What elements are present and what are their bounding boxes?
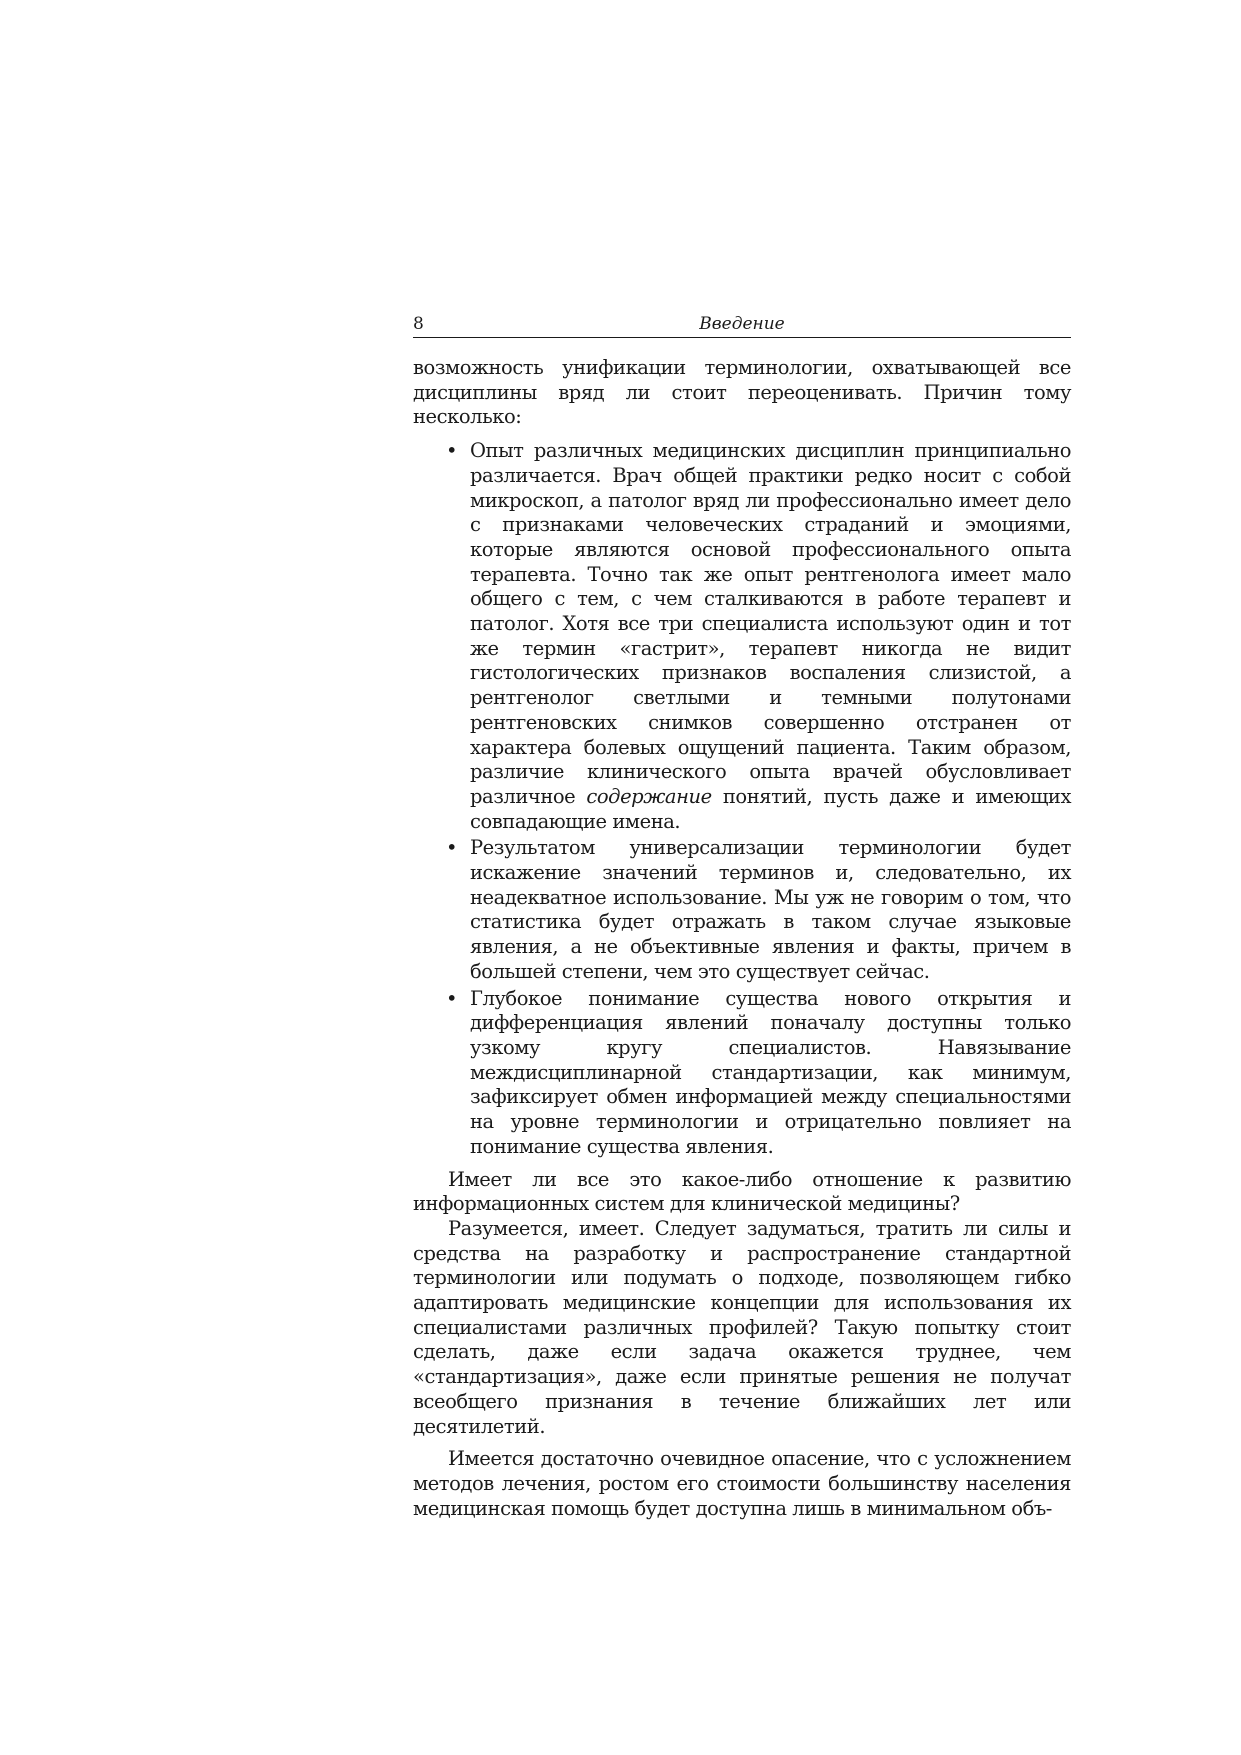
- bullet-icon: •: [446, 439, 458, 463]
- page-number: 8: [413, 314, 424, 334]
- running-head-title: Введение: [699, 314, 785, 334]
- body-text: [413, 356, 1071, 1521]
- list-item: [446, 986, 1071, 1160]
- bullet-text-before-emphasis: Опыт различных медицинских дисциплин принципиально различается. Врач общей практики редко носит с собой микроскоп, а патолог вряд ли профессионально имеет дело с признаками человеческих страданий и эмоциями, которые являются основой профессионального опыта терапевта. Точно так же опыт рентгенолога имеет мало общего с тем, с чем сталкиваются в работе терапевт и патолог. Хотя все три специалиста используют один и тот же термин «гастрит», терапевт никогда не видит гистологических признаков воспаления слизистой, а рентгенолог светлыми и темными полутонами рентгеновских снимков совершенно отстранен от характера болевых ощущений пациента. Таким образом, различие клинического опыта врачей обусловливает различное: [470, 439, 1071, 808]
- intro-paragraph: возможность унификации терминологии, охватывающей все дисциплины вряд ли стоит переоценивать. Причин тому несколько:: [413, 356, 1071, 429]
- bullet-icon: •: [446, 836, 458, 860]
- bullet-list: [413, 439, 1071, 1159]
- paragraph: Имеет ли все это какое-либо отношение к развитию информационных систем для клинической медицины?: [413, 1167, 1071, 1216]
- list-item: [446, 836, 1071, 984]
- bullet-icon: •: [446, 986, 458, 1010]
- list-item: [446, 439, 1072, 834]
- running-head: [413, 312, 1071, 336]
- bullet-text: Глубокое понимание существа нового открытия и дифференциация явлений поначалу доступны только узкому кругу специалистов. Навязывание междисциплинарной стандартизации, как минимум, зафиксирует обмен информацией между специальностями на уровне терминологии и отрицательно повлияет на понимание существа явления.: [470, 986, 1071, 1158]
- emphasis-term: содержание: [586, 784, 712, 808]
- header-rule: [413, 337, 1071, 338]
- paragraph: Имеется достаточно очевидное опасение, что с усложнением методов лечения, ростом его стоимости большинству населения медицинская помощь будет доступна лишь в минимальном объ-: [413, 1447, 1071, 1520]
- book-page: [413, 312, 1071, 1521]
- bullet-text: Результатом универсализации терминологии будет искажение значений терминов и, следовательно, их неадекватное использование. Мы уж не говорим о том, что статистика будет отражать в таком случае языковые явления, а не объективные явления и факты, причем в большей степени, чем это существует сейчас.: [470, 836, 1071, 983]
- bullet-text-after-emphasis: понятий, пусть даже и имеющих совпадающие имена.: [470, 784, 1072, 833]
- paragraph: Разумеется, имеет. Следует задуматься, тратить ли силы и средства на разработку и распространение стандартной терминологии или подумать о подходе, позволяющем гибко адаптировать медицинские концепции для использования их специалистами различных профилей? Такую попытку стоит сделать, даже если задача окажется труднее, чем «стандартизация», даже если принятые решения не получат всеобщего признания в течение ближайших лет или десятилетий.: [413, 1216, 1071, 1438]
